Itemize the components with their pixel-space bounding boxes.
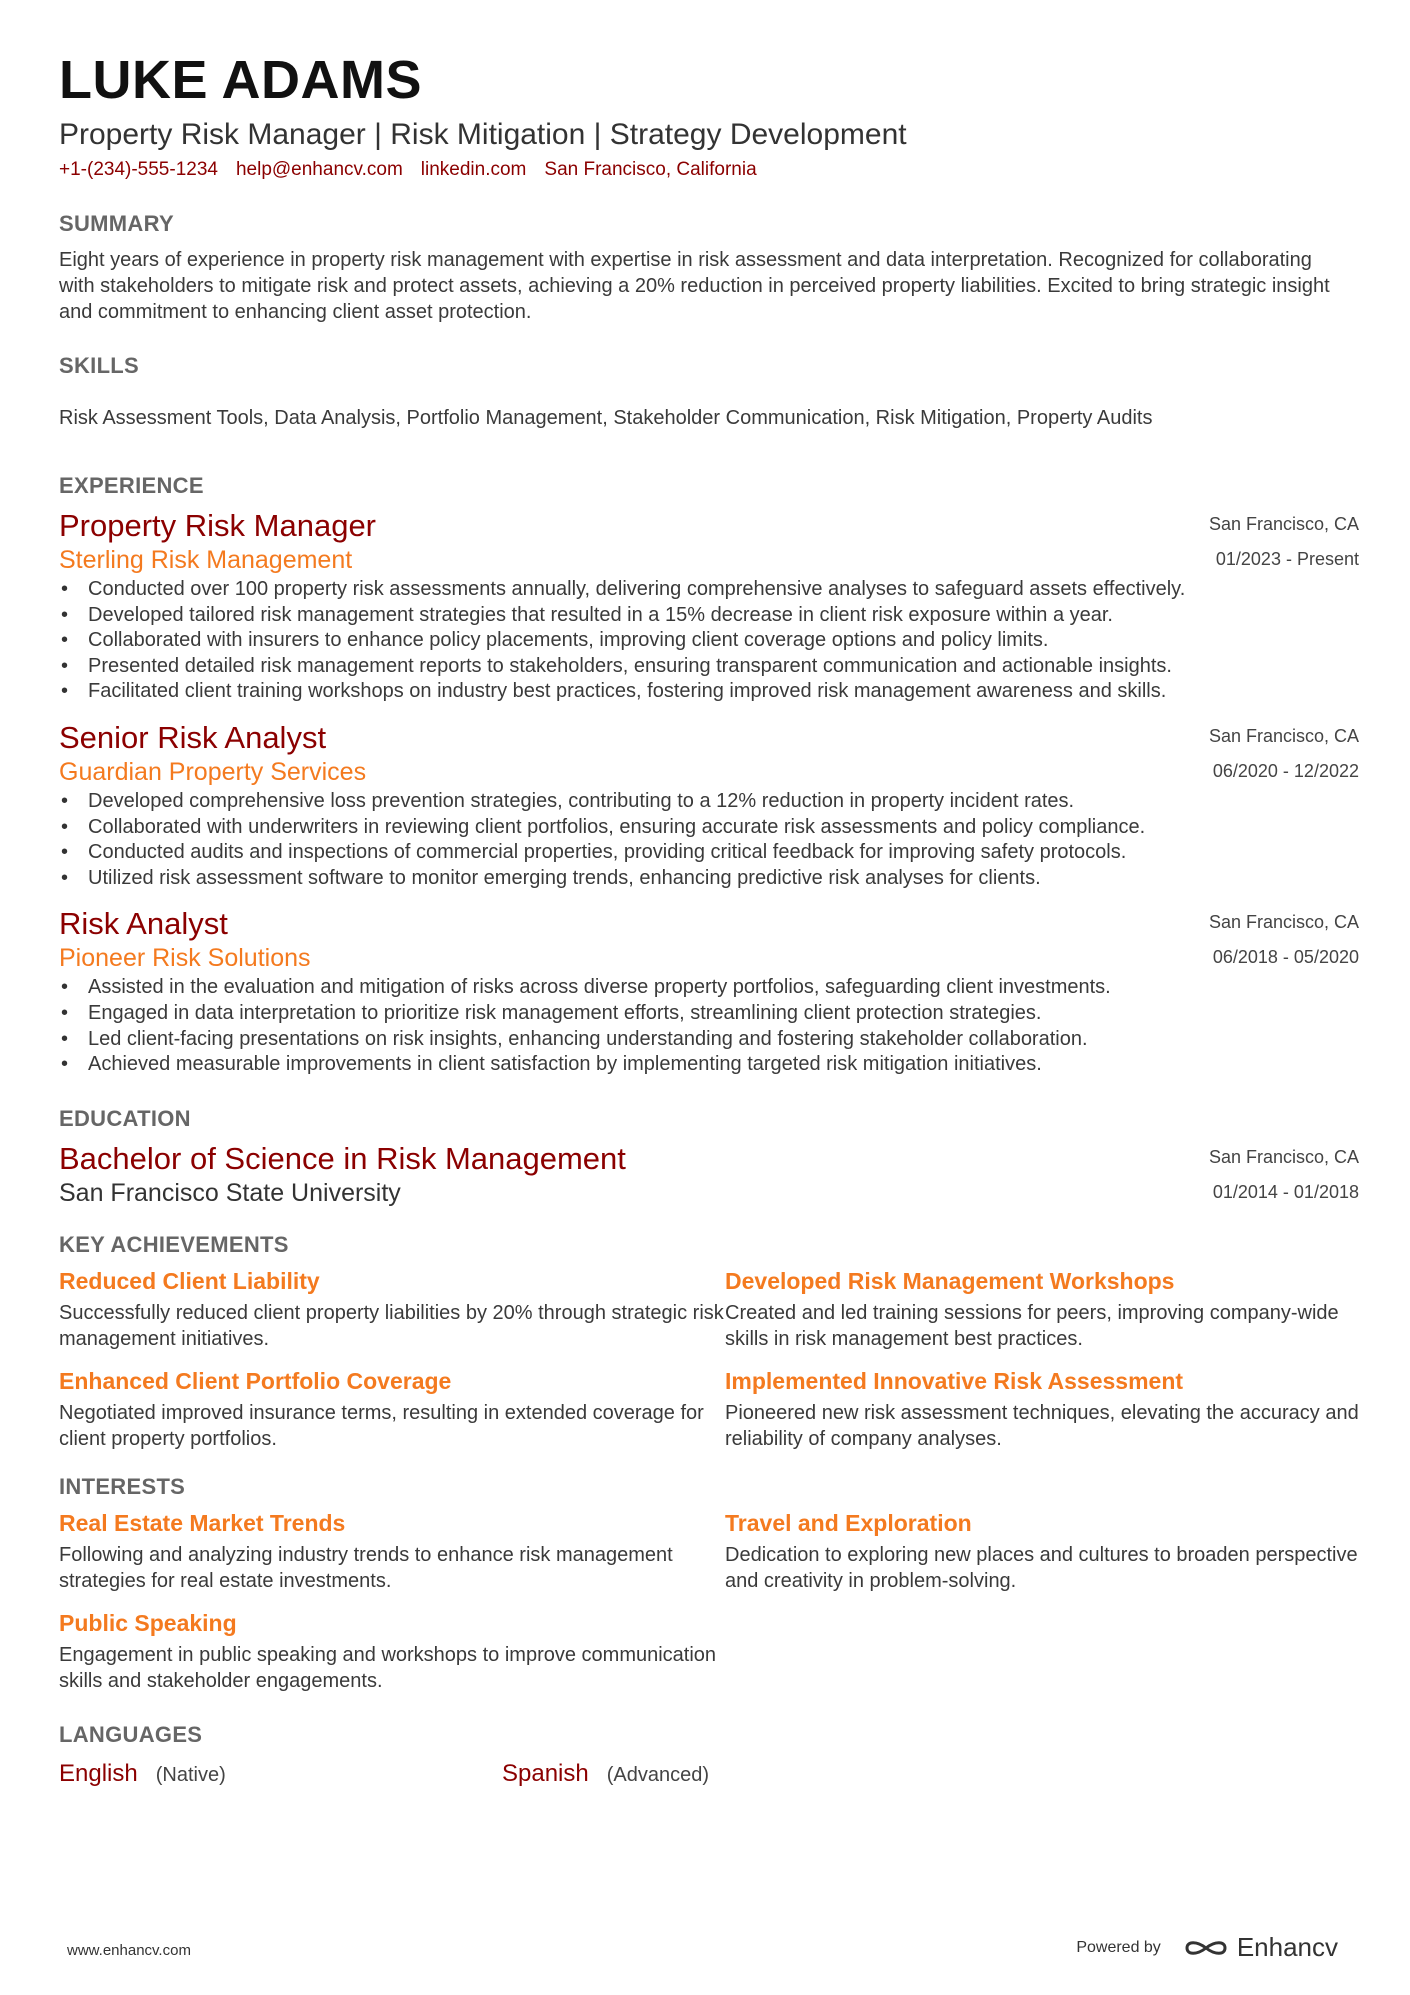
job-bullets xyxy=(59,789,1359,891)
job-entry xyxy=(59,719,1359,891)
education-dates: 01/2014 - 01/2018 xyxy=(1212,1181,1359,1202)
job-bullet: • Facilitated client training workshops on industry best practices, fostering improved risk management awareness and skills. xyxy=(59,679,1359,705)
job-bullet: • Developed comprehensive loss prevention strategies, contributing to a 12% reduction in property incident rates. xyxy=(59,789,1359,815)
job-header xyxy=(59,719,1359,785)
phone-link[interactable]: +1-(234)-555-1234 xyxy=(59,159,218,180)
interest-title: Public Speaking xyxy=(59,1609,237,1636)
job-bullet: • Led client-facing presentations on risk insights, enhancing understanding and fostering stakeholder collaboration. xyxy=(59,1027,1359,1053)
section-title-summary: SUMMARY xyxy=(59,211,174,236)
job-location: San Francisco, CA xyxy=(1208,725,1359,746)
achievement-item xyxy=(725,1366,1359,1452)
powered-by-label: Powered by xyxy=(1076,1938,1161,1956)
job-company: Guardian Property Services xyxy=(59,757,367,786)
achievements-section xyxy=(59,1230,1359,1452)
job-company: Sterling Risk Management xyxy=(59,546,353,574)
interest-desc: Engagement in public speaking and workshops to improve communication skills and stakeholder engagements. xyxy=(59,1643,717,1692)
footer-website-link[interactable]: www.enhancv.com xyxy=(67,1942,191,1959)
skills-section xyxy=(59,351,1359,431)
brand-logo[interactable] xyxy=(1183,1932,1338,1963)
job-title: Senior Risk Analyst xyxy=(59,719,327,755)
section-title-education: EDUCATION xyxy=(59,1105,191,1131)
section-title-languages: LANGUAGES xyxy=(59,1721,203,1747)
language-item xyxy=(502,1758,945,1791)
interest-item xyxy=(59,1508,725,1594)
language-level: (Native) xyxy=(155,1763,226,1786)
candidate-subtitle: Property Risk Manager | Risk Mitigation | Strategy Development xyxy=(59,118,907,151)
job-bullet: • Utilized risk assessment software to monitor emerging trends, enhancing predictive risk analyses for clients. xyxy=(59,866,1359,892)
achievement-title: Reduced Client Liability xyxy=(59,1267,320,1294)
job-bullet: • Achieved measurable improvements in client satisfaction by implementing targeted risk mitigation initiatives. xyxy=(59,1052,1359,1078)
location-text: San Francisco, California xyxy=(544,159,757,180)
job-bullet: • Engaged in data interpretation to prioritize risk management efforts, streamlining client protection strategies. xyxy=(59,1001,1359,1027)
job-meta xyxy=(1209,719,1359,789)
achievement-title: Implemented Innovative Risk Assessment xyxy=(725,1367,1184,1394)
education-meta xyxy=(1209,1140,1359,1210)
resume-header xyxy=(59,48,1359,184)
job-dates: 01/2023 - Present xyxy=(1215,549,1359,569)
interests-section xyxy=(59,1472,1359,1694)
interests-grid xyxy=(59,1508,1359,1694)
job-location: San Francisco, CA xyxy=(1208,912,1359,933)
achievement-title: Developed Risk Management Workshops xyxy=(725,1267,1175,1294)
achievement-desc: Negotiated improved insurance terms, resulting in extended coverage for client property portfolios. xyxy=(59,1401,704,1450)
job-dates: 06/2020 - 12/2022 xyxy=(1212,760,1359,781)
job-bullet: • Conducted audits and inspections of commercial properties, providing critical feedback for improving safety protocols. xyxy=(59,840,1359,866)
interest-desc: Following and analyzing industry trends to enhance risk management strategies for real estate investments. xyxy=(59,1543,673,1592)
job-bullets xyxy=(59,577,1359,705)
interest-item xyxy=(59,1608,725,1694)
language-level: (Advanced) xyxy=(606,1763,710,1786)
job-bullet: • Collaborated with underwriters in reviewing client portfolios, ensuring accurate risk assessments and policy compliance. xyxy=(59,815,1359,841)
section-title-skills: SKILLS xyxy=(59,353,140,378)
experience-section xyxy=(59,471,1359,1078)
job-bullet: • Collaborated with insurers to enhance policy placements, improving client coverage options and policy limits. xyxy=(59,628,1359,654)
achievement-desc: Created and led training sessions for peers, improving company-wide skills in risk management best practices. xyxy=(725,1301,1339,1350)
summary-section xyxy=(59,209,1359,325)
interest-title: Real Estate Market Trends xyxy=(59,1509,346,1536)
job-bullet: • Conducted over 100 property risk assessments annually, delivering comprehensive analyses to safeguard assets effectively. xyxy=(59,577,1359,603)
job-entry xyxy=(59,507,1359,705)
interest-item xyxy=(725,1508,1359,1594)
interest-title: Travel and Exploration xyxy=(725,1509,972,1536)
education-header xyxy=(59,1140,1359,1206)
email-link[interactable]: help@enhancv.com xyxy=(235,159,403,180)
achievement-desc: Successfully reduced client property liabilities by 20% through strategic risk management initiatives. xyxy=(59,1301,724,1350)
languages-section xyxy=(59,1720,1359,1791)
section-title-interests: INTERESTS xyxy=(59,1473,186,1499)
achievements-grid xyxy=(59,1266,1359,1452)
brand-name: Enhancv xyxy=(1236,1932,1338,1962)
job-location: San Francisco, CA xyxy=(1208,514,1359,534)
education-entry xyxy=(59,1140,1359,1206)
language-name: English xyxy=(59,1759,138,1787)
education-school: San Francisco State University xyxy=(59,1178,401,1207)
job-bullets xyxy=(59,975,1359,1077)
job-meta xyxy=(1209,507,1359,577)
job-meta xyxy=(1209,905,1359,975)
footer-branding xyxy=(1076,1932,1338,1963)
job-entry xyxy=(59,905,1359,1077)
education-location: San Francisco, CA xyxy=(1208,1146,1359,1167)
achievement-title: Enhanced Client Portfolio Coverage xyxy=(59,1367,452,1394)
education-section xyxy=(59,1104,1359,1206)
enhancv-logo-icon xyxy=(1183,1935,1229,1961)
job-title: Risk Analyst xyxy=(59,906,228,942)
job-title: Property Risk Manager xyxy=(59,508,377,543)
summary-text: Eight years of experience in property risk management with expertise in risk assessment and data interpretation. Recognized for collaborating with stakeholders to mitigate risk and protect assets, achieving a 20% reduction in perceived property liabilities. Excited to bring strategic insight and commitment to enhancing client asset protection. xyxy=(59,249,1330,323)
job-dates: 06/2018 - 05/2020 xyxy=(1212,947,1359,968)
achievement-item xyxy=(59,1266,725,1352)
contact-row xyxy=(59,156,1359,184)
job-bullet: • Assisted in the evaluation and mitigation of risks across diverse property portfolios, safeguarding client investments. xyxy=(59,975,1359,1001)
skills-text: Risk Assessment Tools, Data Analysis, Portfolio Management, Stakeholder Communication, Risk Mitigation, Property Audits xyxy=(59,407,1153,429)
languages-row xyxy=(59,1758,1359,1791)
achievement-item xyxy=(59,1366,725,1452)
section-title-experience: EXPERIENCE xyxy=(59,473,204,498)
job-bullet: • Presented detailed risk management reports to stakeholders, ensuring transparent communication and actionable insights. xyxy=(59,654,1359,680)
job-header xyxy=(59,905,1359,971)
education-degree: Bachelor of Science in Risk Management xyxy=(59,1140,626,1176)
language-name: Spanish xyxy=(502,1759,589,1787)
language-item xyxy=(59,1758,502,1791)
linkedin-link[interactable]: linkedin.com xyxy=(420,159,527,180)
resume-page xyxy=(59,48,1359,1791)
job-company: Pioneer Risk Solutions xyxy=(59,944,311,973)
job-bullet: • Developed tailored risk management strategies that resulted in a 15% decrease in client risk exposure within a year. xyxy=(59,603,1359,629)
achievement-item xyxy=(725,1266,1359,1352)
section-title-achievements: KEY ACHIEVEMENTS xyxy=(59,1231,289,1257)
achievement-desc: Pioneered new risk assessment techniques, elevating the accuracy and reliability of company analyses. xyxy=(725,1401,1359,1450)
job-header xyxy=(59,507,1359,573)
interest-desc: Dedication to exploring new places and cultures to broaden perspective and creativity in problem-solving. xyxy=(725,1543,1358,1592)
candidate-name: LUKE ADAMS xyxy=(59,50,422,110)
